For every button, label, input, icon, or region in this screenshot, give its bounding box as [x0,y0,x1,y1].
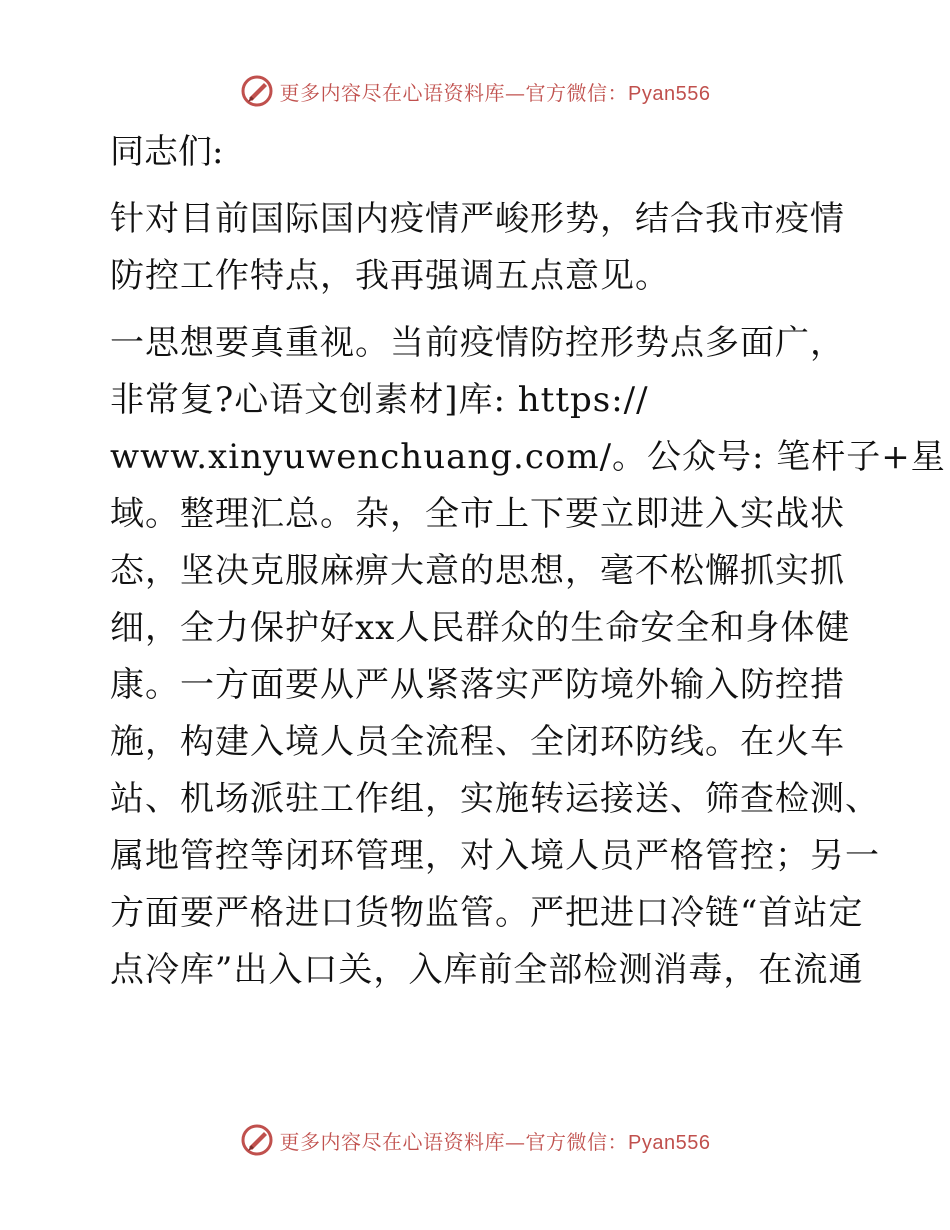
footer-separator: — [505,1129,526,1154]
paragraph-2-line: 细，全力保护好xx人民群众的生命安全和身体健 [110,608,851,648]
paragraph-2-line: 点冷库”出入口关，入库前全部检测消毒，在流通 [110,950,864,990]
quill-logo-icon [240,1123,274,1157]
footer-wechat-label: 官方微信： [525,1129,629,1154]
paragraph-2-line: 站、机场派驻工作组，实施转运接送、筛查检测、 [110,779,880,819]
paragraph-2-line: 态，坚决克服麻痹大意的思想，毫不松懈抓实抓 [110,551,845,591]
paragraph-2-line: 属地管控等闭环管理，对入境人员严格管控；另一 [110,836,880,876]
paragraph-2-line: 域。整理汇总。杂，全市上下要立即进入实战状 [110,494,845,534]
paragraph-2-line: 非常复?心语文创素材]库: https:// [110,380,649,420]
document-body [98,124,946,999]
header-banner [0,71,950,111]
footer-banner [0,1120,950,1160]
paragraph-2-line: 施，构建入境人员全流程、全闭环防线。在火车 [110,722,845,762]
footer-site-name: 更多内容尽在心语资料库 [279,1129,506,1154]
paragraph-2 [98,315,946,999]
header-wechat-label: 官方微信： [525,80,629,105]
header-banner-text [280,77,711,106]
header-separator: — [505,80,526,105]
greeting: 同志们: [110,132,224,172]
paragraph-1-line: 针对目前国际国内疫情严峻形势，结合我市疫情 [110,199,845,239]
header-wechat-id: Pyan556 [628,82,711,105]
footer-wechat-id: Pyan556 [628,1131,711,1154]
paragraph-1-line: 防控工作特点，我再强调五点意见。 [110,256,670,296]
paragraph-2-line: 方面要严格进口货物监管。严把进口冷链“首站定 [110,893,864,933]
paragraph-2-line: www.xinyuwenchuang.com/。公众号: 笔杆子+星 [110,437,946,477]
footer-banner-text [280,1126,711,1155]
paragraph-2-line: 康。一方面要从严从紧落实严防境外输入防控措 [110,665,845,705]
paragraph-2-line: 一思想要真重视。当前疫情防控形势点多面广， [110,323,845,363]
quill-logo-icon [240,74,274,108]
header-site-name: 更多内容尽在心语资料库 [279,80,506,105]
paragraph-1 [98,191,858,305]
